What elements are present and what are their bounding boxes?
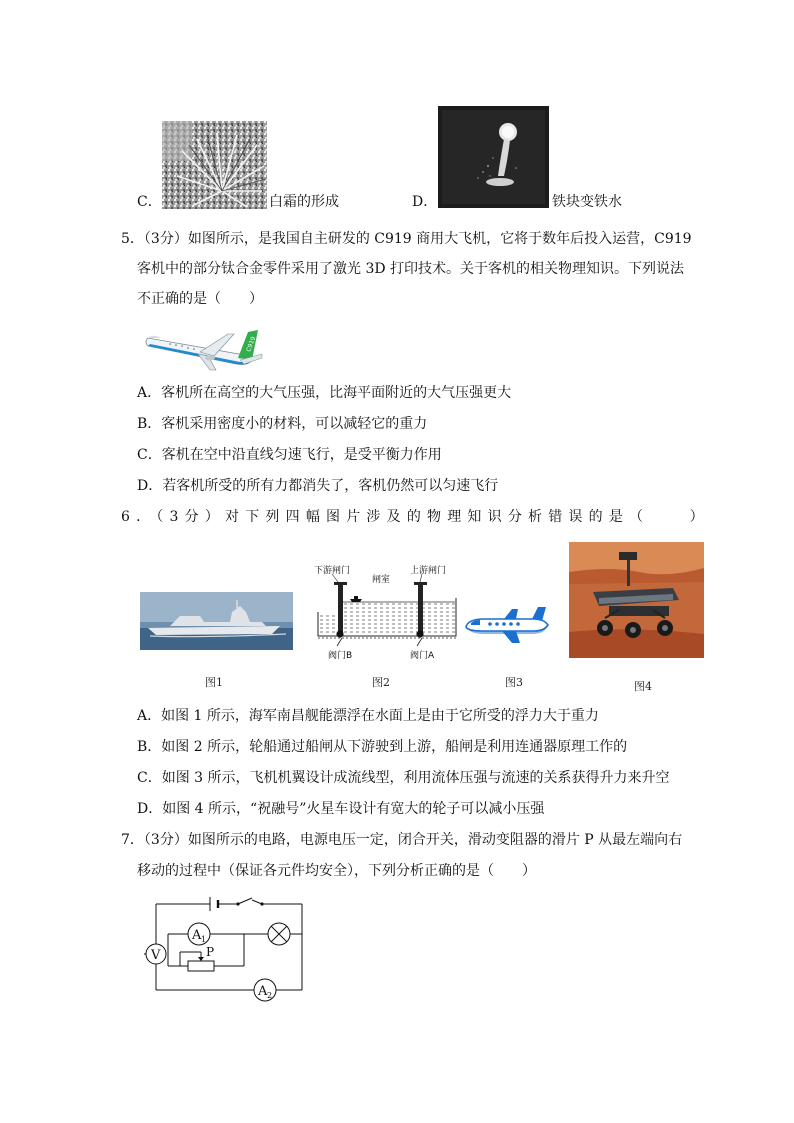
molten-iron-photo bbox=[438, 106, 549, 208]
voltmeter-symbol: V bbox=[151, 948, 161, 963]
q5-option-d: D．若客机所受的所有力都消失了，客机仍然可以匀速飞行 bbox=[137, 478, 499, 494]
warship-photo bbox=[140, 592, 293, 650]
q6-option-b: B．如图 2 所示，轮船通过船闸从下游驶到上游，船闸是利用连通器原理工作的 bbox=[137, 739, 628, 755]
figure-1-label: 图1 bbox=[205, 676, 223, 689]
figure-2-label: 图2 bbox=[372, 676, 390, 689]
downstream-gate-label: 下游闸门 bbox=[314, 566, 351, 576]
c919-airplane-image bbox=[140, 320, 264, 372]
q6-option-a: A．如图 1 所示，海军南昌舰能漂浮在水面上是由于它所受的浮力大于重力 bbox=[137, 708, 599, 724]
q4-option-c-letter: C． bbox=[137, 194, 162, 210]
figure-4-label: 图4 bbox=[634, 680, 652, 693]
valve-b-label: 阀门B bbox=[328, 651, 353, 661]
lock-chamber-label: 闸室 bbox=[372, 575, 391, 585]
ammeter-a2-subscript: 2 bbox=[267, 991, 273, 1000]
figure-3-label: 图3 bbox=[505, 676, 523, 689]
q4-option-c-caption: 白霜的形成 bbox=[269, 194, 339, 210]
q5-stem-line2: 客机中的部分钛合金零件采用了激光 3D 打印技术。关于客机的相关物理知识。下列说法 bbox=[137, 261, 685, 277]
ammeter-a1-letter: A bbox=[192, 928, 202, 943]
q5-option-c: C．客机在空中沿直线匀速飞行，是受平衡力作用 bbox=[137, 447, 442, 463]
ammeter-a2-letter: A bbox=[258, 984, 268, 999]
ammeter-a1-subscript: 1 bbox=[201, 935, 207, 944]
q4-option-d-caption: 铁块变铁水 bbox=[552, 194, 622, 210]
q7-stem-line2: 移动的过程中（保证各元件均安全），下列分析正确的是（ ） bbox=[137, 863, 536, 879]
valve-a-label: 阀门A bbox=[410, 651, 435, 661]
ship-lock-diagram bbox=[314, 562, 460, 664]
slider-p-label: P bbox=[206, 945, 215, 959]
mars-rover-photo bbox=[569, 542, 704, 658]
q6-option-d: D．如图 4 所示，“祝融号”火星车设计有宽大的轮子可以减小压强 bbox=[137, 801, 545, 817]
q5-option-a: A．客机所在高空的大气压强，比海平面附近的大气压强更大 bbox=[137, 385, 512, 401]
cartoon-airplane bbox=[462, 605, 552, 645]
q6-stem: 6．（3分）对下列四幅图片涉及的物理知识分析错误的是（ ） bbox=[121, 509, 710, 525]
q5-option-b: B．客机采用密度小的材料，可以减轻它的重力 bbox=[137, 416, 428, 432]
frost-photo bbox=[162, 121, 267, 209]
circuit-diagram bbox=[138, 892, 308, 1004]
q6-option-c: C．如图 3 所示，飞机机翼设计成流线型，利用流体压强与流速的关系获得升力来升空 bbox=[137, 770, 670, 786]
q7-stem-line1: 7．（3分）如图所示的电路，电源电压一定，闭合开关，滑动变阻器的滑片 P 从最左端向右 bbox=[121, 832, 683, 848]
q5-stem-line1: 5．（3分）如图所示，是我国自主研发的 C919 商用大飞机，它将于数年后投入运营，C919 bbox=[121, 231, 692, 247]
q4-option-d-letter: D． bbox=[412, 194, 438, 210]
q5-stem-line3: 不正确的是（ ） bbox=[137, 291, 263, 307]
c919-logo-text: C919 bbox=[245, 335, 258, 353]
upstream-gate-label: 上游闸门 bbox=[410, 566, 447, 576]
